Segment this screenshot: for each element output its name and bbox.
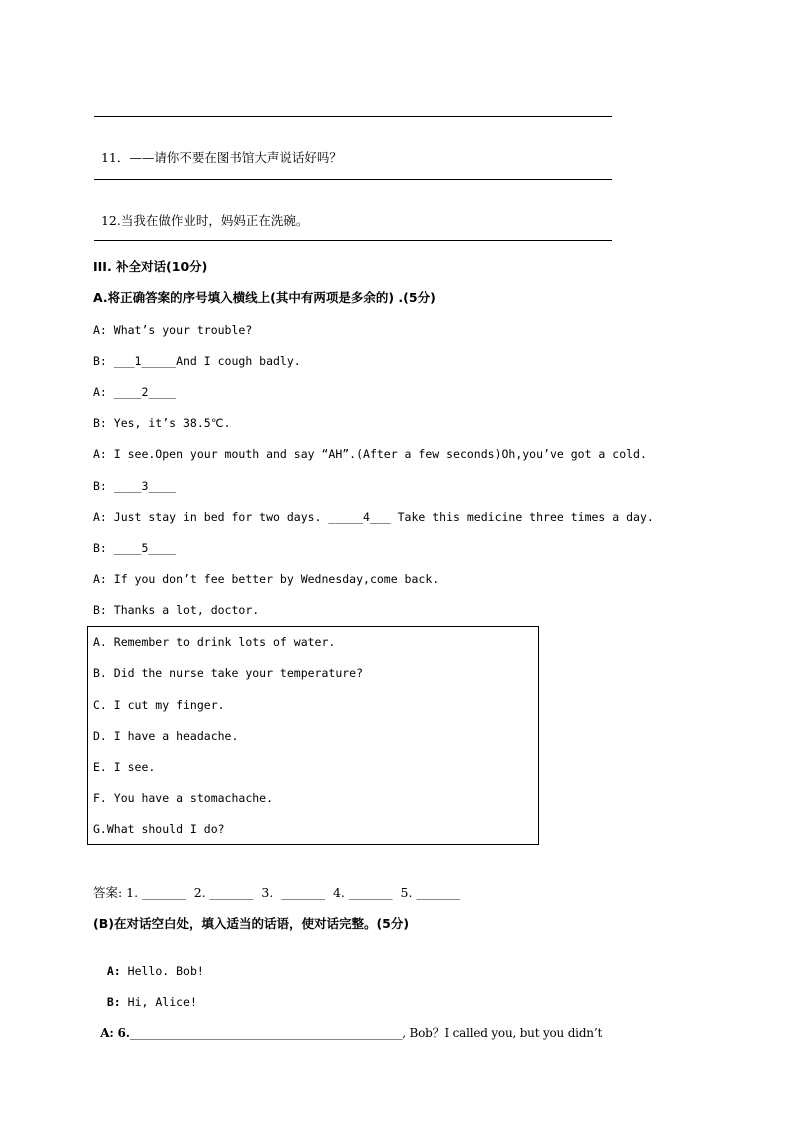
item-number: 12. <box>100 213 121 228</box>
translation-item-11 <box>93 134 342 166</box>
utterance: _______________________________________________, Bob？I called you, but you didn’t <box>129 1026 603 1040</box>
part-b-line <box>93 978 197 1010</box>
section-title: III. 补全对话(10分) <box>93 259 208 274</box>
item-text: ——请你不要在图书馆大声说话好吗？ <box>129 150 342 165</box>
dialogue-line: A: What’s your trouble? <box>93 323 253 337</box>
speaker: B: <box>106 995 121 1009</box>
utterance: Hi, Alice! <box>127 995 197 1009</box>
speaker: A: <box>106 964 121 978</box>
speaker: A: 6. <box>100 1026 130 1040</box>
translation-item-12 <box>93 197 308 229</box>
dialogue-line: A: If you don’t fee better by Wednesday,come back. <box>93 572 440 586</box>
dialogue-line: B: Thanks a lot, doctor. <box>93 603 260 617</box>
answer-line <box>94 116 612 117</box>
dialogue-line: B: ____5____ <box>93 541 177 555</box>
option-b: B. Did the nurse take your temperature? <box>93 666 364 680</box>
dialogue-line: A: I see.Open your mouth and say “AH”.(After a few seconds)Oh,you’ve got a cold. <box>93 447 647 461</box>
item-number: 11． <box>100 150 130 165</box>
dialogue-line: A: ____2____ <box>93 385 177 399</box>
item-text: 当我在做作业时，妈妈正在洗碗。 <box>120 213 309 228</box>
part-b-line <box>93 947 204 979</box>
option-e: E. I see. <box>93 760 156 774</box>
dialogue-line: A: Just stay in bed for two days. _____4___ Take this medicine three times a day. <box>93 510 654 524</box>
part-b-line <box>93 1009 602 1041</box>
dialogue-line: B: ____3____ <box>93 479 177 493</box>
part-a-instruction: A.将正确答案的序号填入横线上(其中有两项是多余的) .(5分) <box>93 290 436 305</box>
answer-blanks: 答案: 1. _______ 2. _______ 3. _______ 4. _______ 5. _______ <box>93 885 461 900</box>
dialogue-line: B: ___1_____And I cough badly. <box>93 354 301 368</box>
option-a: A. Remember to drink lots of water. <box>93 635 336 649</box>
part-b-instruction: (B)在对话空白处，填入适当的话语，使对话完整。(5分) <box>93 916 410 931</box>
option-f: F. You have a stomachache. <box>93 791 274 805</box>
answer-line <box>94 179 612 180</box>
utterance: Hello. Bob! <box>127 964 204 978</box>
option-g: G.What should I do? <box>93 822 225 836</box>
option-c: C. I cut my finger. <box>93 698 225 712</box>
option-d: D. I have a headache. <box>93 729 239 743</box>
answer-line <box>94 240 612 241</box>
dialogue-line: B: Yes, it’s 38.5℃. <box>93 416 231 430</box>
